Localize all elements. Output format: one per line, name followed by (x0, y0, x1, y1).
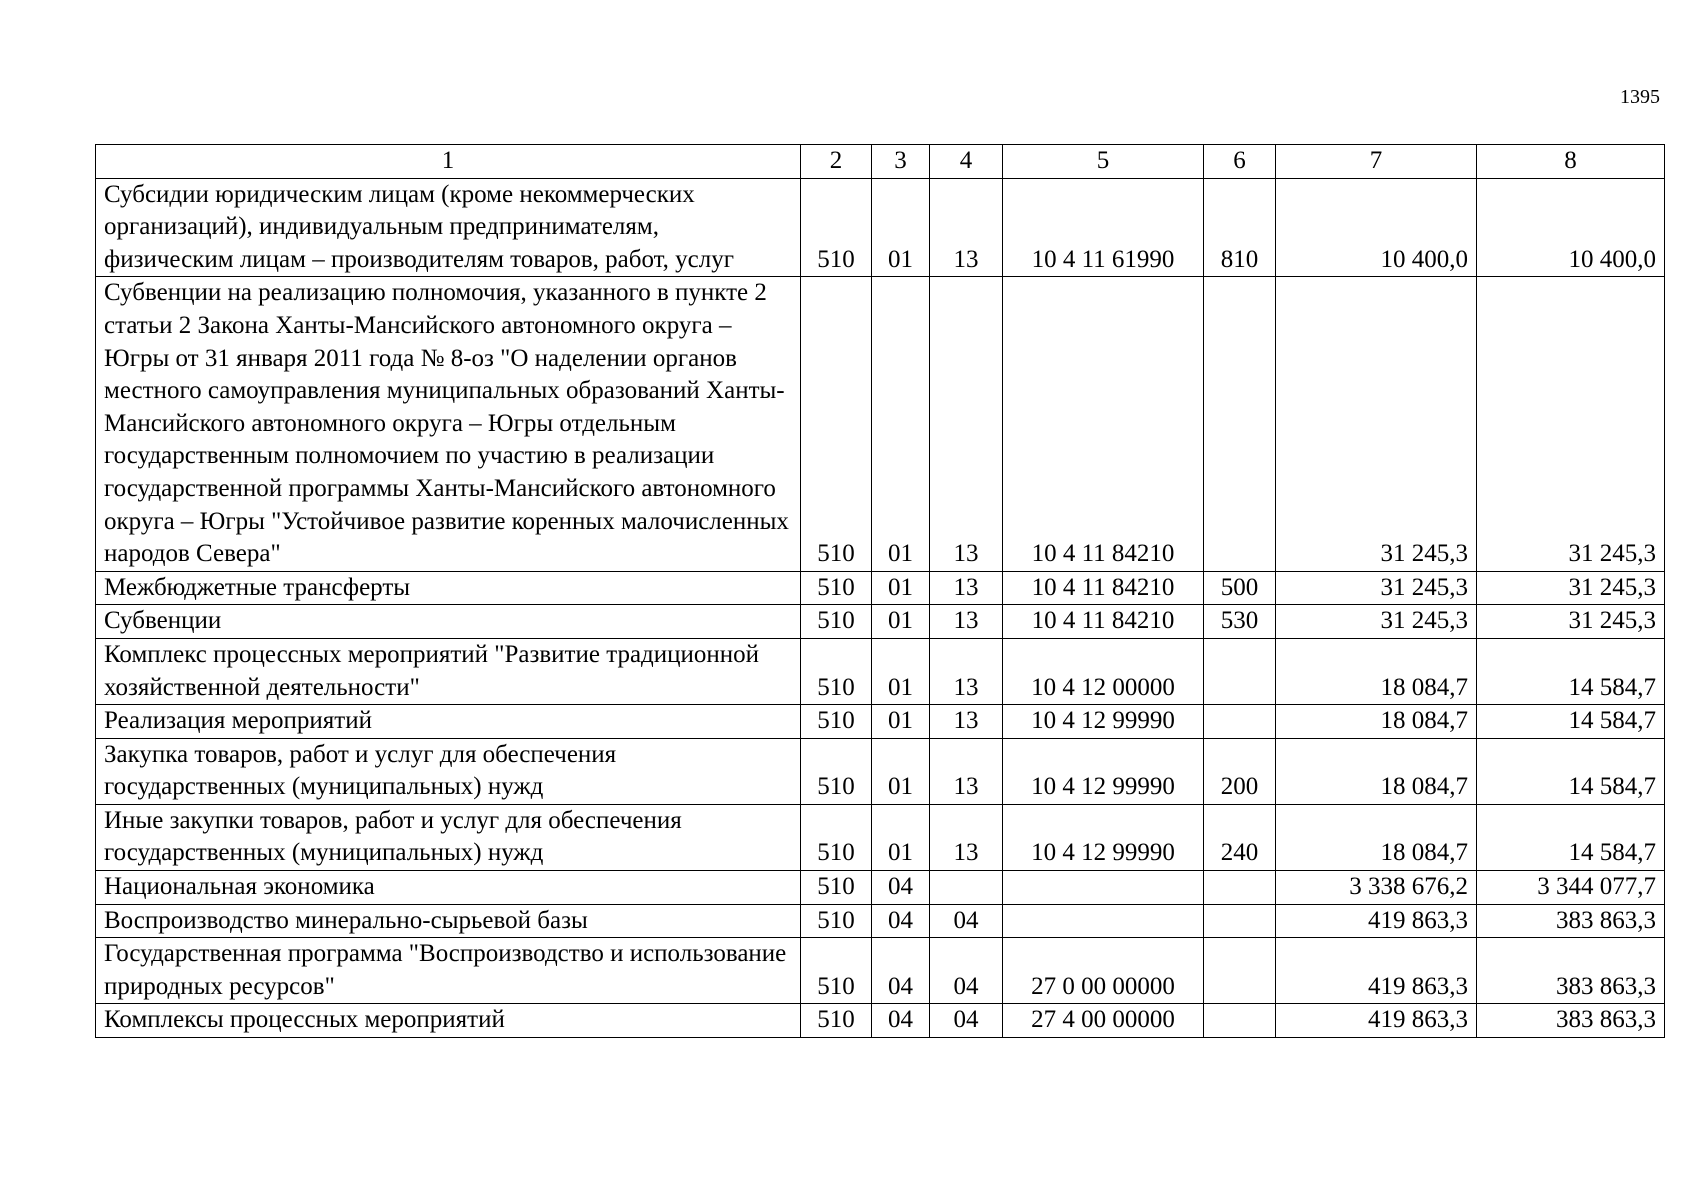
row-name: Иные закупки товаров, работ и услуг для обеспечения государственных (муниципальных) нужд (96, 804, 801, 870)
row-expense-type (1204, 871, 1276, 905)
row-section: 04 (872, 1004, 930, 1038)
row-admin-code: 510 (801, 178, 872, 277)
header-col-1: 1 (96, 145, 801, 179)
row-section: 01 (872, 605, 930, 639)
header-row (96, 145, 1665, 179)
row-expense-type (1204, 705, 1276, 739)
table-row (96, 804, 1665, 870)
row-subsection: 13 (930, 277, 1003, 571)
row-amount-col7: 419 863,3 (1276, 938, 1477, 1004)
row-name: Реализация мероприятий (96, 705, 801, 739)
row-target-article: 10 4 12 99990 (1003, 705, 1204, 739)
header-col-6: 6 (1204, 145, 1276, 179)
row-name: Комплекс процессных мероприятий "Развитие традиционной хозяйственной деятельности" (96, 638, 801, 704)
table-row (96, 904, 1665, 938)
row-subsection: 13 (930, 738, 1003, 804)
table-body (96, 178, 1665, 1037)
row-section: 01 (872, 571, 930, 605)
row-expense-type (1204, 277, 1276, 571)
row-name: Межбюджетные трансферты (96, 571, 801, 605)
page-number: 1395 (1620, 86, 1660, 108)
row-amount-col7: 31 245,3 (1276, 605, 1477, 639)
row-admin-code: 510 (801, 605, 872, 639)
row-amount-col8: 14 584,7 (1477, 804, 1665, 870)
row-target-article: 10 4 12 99990 (1003, 738, 1204, 804)
row-target-article: 10 4 11 84210 (1003, 277, 1204, 571)
row-amount-col8: 14 584,7 (1477, 705, 1665, 739)
row-expense-type (1204, 638, 1276, 704)
row-amount-col7: 10 400,0 (1276, 178, 1477, 277)
table-row (96, 938, 1665, 1004)
table-row (96, 705, 1665, 739)
row-subsection: 13 (930, 638, 1003, 704)
table-row (96, 277, 1665, 571)
row-subsection: 13 (930, 605, 1003, 639)
row-amount-col8: 383 863,3 (1477, 938, 1665, 1004)
row-name: Субвенции (96, 605, 801, 639)
row-target-article: 10 4 12 00000 (1003, 638, 1204, 704)
row-section: 01 (872, 738, 930, 804)
header-col-5: 5 (1003, 145, 1204, 179)
row-target-article: 10 4 11 61990 (1003, 178, 1204, 277)
row-admin-code: 510 (801, 277, 872, 571)
row-admin-code: 510 (801, 705, 872, 739)
row-amount-col8: 14 584,7 (1477, 738, 1665, 804)
row-name: Субсидии юридическим лицам (кроме некоммерческих организаций), индивидуальным предпринимателям, физическим лицам – производителям товаров, работ, услуг (96, 178, 801, 277)
row-admin-code: 510 (801, 938, 872, 1004)
row-amount-col7: 18 084,7 (1276, 738, 1477, 804)
header-col-2: 2 (801, 145, 872, 179)
row-admin-code: 510 (801, 871, 872, 905)
row-expense-type: 530 (1204, 605, 1276, 639)
row-target-article: 27 0 00 00000 (1003, 938, 1204, 1004)
row-expense-type: 200 (1204, 738, 1276, 804)
row-amount-col7: 18 084,7 (1276, 705, 1477, 739)
row-amount-col8: 3 344 077,7 (1477, 871, 1665, 905)
row-admin-code: 510 (801, 571, 872, 605)
header-col-7: 7 (1276, 145, 1477, 179)
row-amount-col7: 31 245,3 (1276, 277, 1477, 571)
row-section: 01 (872, 178, 930, 277)
row-name: Комплексы процессных мероприятий (96, 1004, 801, 1038)
table-row (96, 605, 1665, 639)
row-subsection: 04 (930, 938, 1003, 1004)
row-target-article: 10 4 12 99990 (1003, 804, 1204, 870)
row-name: Национальная экономика (96, 871, 801, 905)
table-row (96, 178, 1665, 277)
row-subsection: 13 (930, 571, 1003, 605)
row-amount-col8: 383 863,3 (1477, 904, 1665, 938)
row-section: 01 (872, 277, 930, 571)
row-amount-col7: 31 245,3 (1276, 571, 1477, 605)
budget-table (95, 144, 1665, 1038)
row-subsection: 04 (930, 1004, 1003, 1038)
table-row (96, 738, 1665, 804)
row-amount-col8: 31 245,3 (1477, 605, 1665, 639)
table-header (96, 145, 1665, 179)
row-amount-col8: 14 584,7 (1477, 638, 1665, 704)
row-amount-col7: 419 863,3 (1276, 1004, 1477, 1038)
row-section: 04 (872, 904, 930, 938)
row-name: Субвенции на реализацию полномочия, указанного в пункте 2 статьи 2 Закона Ханты-Мансийского автономного округа – Югры от 31 января 2011 года № 8-оз "О наделении органов местного самоуправления муниципальных образований Ханты-Мансийского автономного округа – Югры отдельным государственным полномочием по участию в реализации государственной программы Ханты-Мансийского автономного округа – Югры "Устойчивое развитие коренных малочисленных народов Севера" (96, 277, 801, 571)
row-name: Государственная программа "Воспроизводство и использование природных ресурсов" (96, 938, 801, 1004)
row-subsection: 13 (930, 178, 1003, 277)
row-expense-type: 240 (1204, 804, 1276, 870)
row-expense-type (1204, 938, 1276, 1004)
row-subsection (930, 871, 1003, 905)
row-name: Закупка товаров, работ и услуг для обеспечения государственных (муниципальных) нужд (96, 738, 801, 804)
row-section: 01 (872, 638, 930, 704)
row-admin-code: 510 (801, 804, 872, 870)
table-row (96, 571, 1665, 605)
row-amount-col7: 3 338 676,2 (1276, 871, 1477, 905)
row-section: 04 (872, 938, 930, 1004)
table-row (96, 638, 1665, 704)
row-target-article: 10 4 11 84210 (1003, 605, 1204, 639)
row-amount-col8: 31 245,3 (1477, 277, 1665, 571)
row-target-article (1003, 904, 1204, 938)
row-amount-col7: 419 863,3 (1276, 904, 1477, 938)
row-admin-code: 510 (801, 1004, 872, 1038)
row-subsection: 13 (930, 804, 1003, 870)
row-section: 04 (872, 871, 930, 905)
row-target-article: 27 4 00 00000 (1003, 1004, 1204, 1038)
row-admin-code: 510 (801, 904, 872, 938)
row-subsection: 13 (930, 705, 1003, 739)
header-col-8: 8 (1477, 145, 1665, 179)
row-admin-code: 510 (801, 738, 872, 804)
row-name: Воспроизводство минерально-сырьевой базы (96, 904, 801, 938)
row-section: 01 (872, 804, 930, 870)
row-expense-type: 500 (1204, 571, 1276, 605)
row-subsection: 04 (930, 904, 1003, 938)
row-admin-code: 510 (801, 638, 872, 704)
row-expense-type: 810 (1204, 178, 1276, 277)
row-section: 01 (872, 705, 930, 739)
header-col-4: 4 (930, 145, 1003, 179)
row-amount-col8: 10 400,0 (1477, 178, 1665, 277)
row-amount-col7: 18 084,7 (1276, 638, 1477, 704)
row-expense-type (1204, 904, 1276, 938)
row-target-article: 10 4 11 84210 (1003, 571, 1204, 605)
row-amount-col8: 383 863,3 (1477, 1004, 1665, 1038)
header-col-3: 3 (872, 145, 930, 179)
row-expense-type (1204, 1004, 1276, 1038)
row-amount-col8: 31 245,3 (1477, 571, 1665, 605)
table-row (96, 871, 1665, 905)
row-target-article (1003, 871, 1204, 905)
row-amount-col7: 18 084,7 (1276, 804, 1477, 870)
table-row (96, 1004, 1665, 1038)
